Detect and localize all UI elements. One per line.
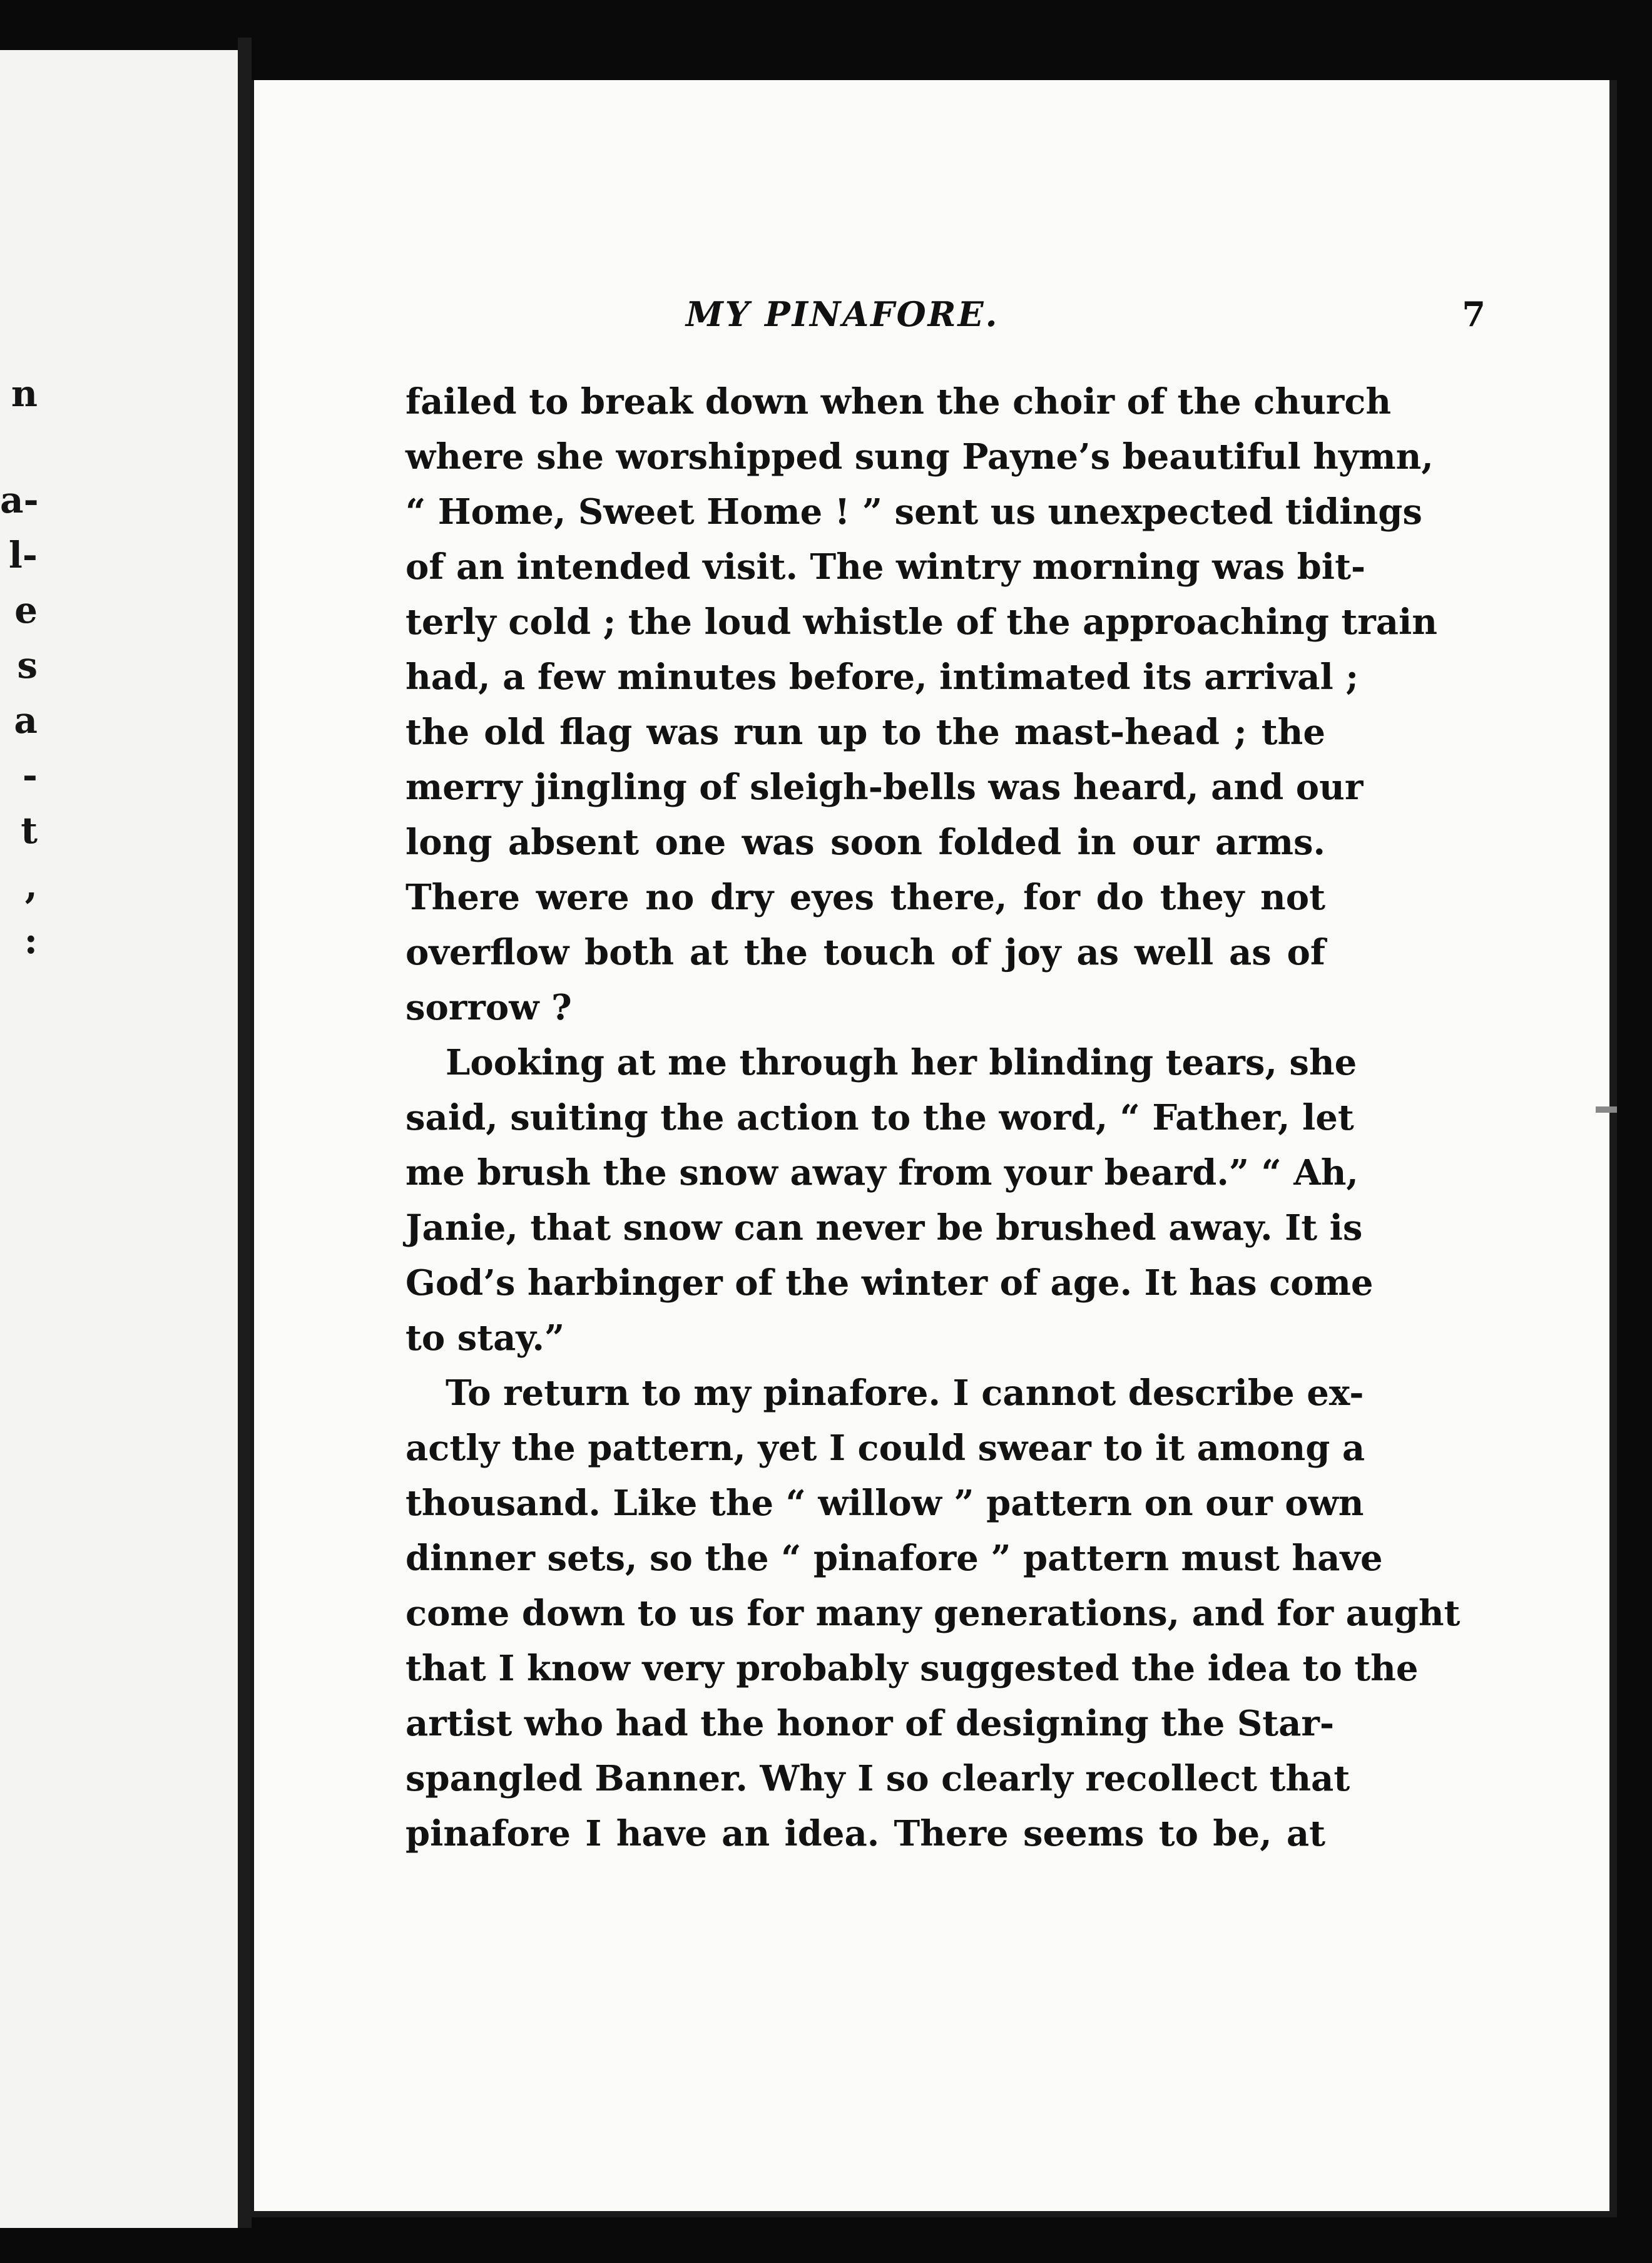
text-line: “ Home, Sweet Home ! ” sent us unexpected tidings: [405, 491, 1422, 533]
text-line: had, a few minutes before, intimated its arrival ;: [405, 656, 1359, 698]
text-line: God’s harbinger of the winter of age. It has come: [405, 1262, 1374, 1304]
running-head: [398, 294, 1486, 344]
facing-page-fragment: [0, 50, 243, 2228]
page-edge-mark: [1596, 1106, 1617, 1113]
text-line: overflow both at the touch of joy as well as of: [405, 932, 1325, 973]
book-gutter: [238, 38, 252, 2228]
text-line: dinner sets, so the “ pinafore ” pattern must have: [405, 1538, 1383, 1579]
text-line: To return to my pinafore. I cannot describe ex-: [446, 1372, 1364, 1414]
text-line: artist who had the honor of designing the Star-: [405, 1703, 1335, 1744]
text-line: to stay.”: [405, 1317, 565, 1359]
facing-fragment: :: [24, 919, 38, 962]
text-line: Looking at me through her blinding tears, she: [446, 1042, 1357, 1083]
facing-fragment: -: [22, 754, 38, 797]
text-line: that I know very probably suggested the idea to the: [405, 1648, 1419, 1689]
facing-fragment: s: [17, 644, 38, 687]
text-line: said, suiting the action to the word, “ Father, let: [405, 1097, 1354, 1138]
facing-fragment: t: [21, 809, 38, 852]
text-line: merry jingling of sleigh-bells was heard, and our: [405, 767, 1364, 808]
text-line: failed to break down when the choir of the church: [405, 381, 1392, 422]
facing-fragment: ,: [24, 864, 38, 907]
text-line: Janie, that snow can never be brushed away. It is: [405, 1207, 1363, 1249]
text-line: actly the pattern, yet I could swear to it among a: [405, 1428, 1365, 1469]
facing-fragment: e: [14, 589, 38, 631]
text-line: thousand. Like the “ willow ” pattern on our own: [405, 1483, 1364, 1524]
facing-fragment: a-: [0, 479, 39, 521]
page-number: 7: [1462, 294, 1486, 334]
body-text: [405, 374, 1461, 1861]
chapter-title: MY PINAFORE.: [686, 294, 999, 334]
text-line: where she worshipped sung Payne’s beautiful hymn,: [405, 436, 1434, 478]
text-line: the old flag was run up to the mast-head ; the: [405, 712, 1325, 753]
facing-page-letters: [0, 50, 38, 2228]
text-line: terly cold ; the loud whistle of the approaching train: [405, 601, 1438, 643]
text-line: There were no dry eyes there, for do they not: [405, 877, 1325, 918]
book-page: [250, 80, 1617, 2217]
text-line: pinafore I have an idea. There seems to be, at: [405, 1813, 1325, 1854]
text-line: sorrow ?: [405, 987, 572, 1028]
facing-fragment: n: [11, 372, 38, 415]
text-line: of an intended visit. The wintry morning was bit-: [405, 546, 1366, 588]
text-line: spangled Banner. Why I so clearly recollect that: [405, 1758, 1350, 1799]
text-line: come down to us for many generations, and for aught: [405, 1593, 1461, 1634]
text-line: me brush the snow away from your beard.” “ Ah,: [405, 1152, 1359, 1193]
facing-fragment: l-: [8, 534, 38, 576]
facing-fragment: a: [14, 699, 38, 742]
text-line: long absent one was soon folded in our arms.: [405, 822, 1325, 863]
